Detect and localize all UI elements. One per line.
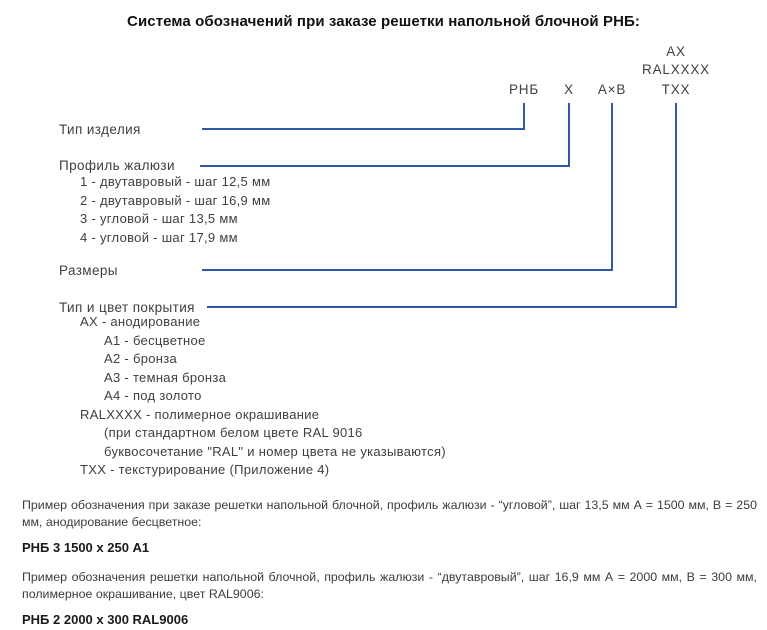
coating-detail: А3 - темная бронза: [104, 369, 227, 385]
page-title: Система обозначений при заказе решетки напольной блочной РНБ:: [127, 13, 640, 30]
louver-profile-options: [80, 173, 270, 248]
connector-horizontal-product-type: [202, 128, 525, 130]
example-2-description: Пример обозначения решетки напольной блочной, профиль жалюзи - “двутавровый”, шаг 16,9 мм А = 2000 мм, В = 300 мм, полимерное окрашивание, цвет RAL9006:: [22, 570, 757, 601]
louver-profile-option: 1 - двутавровый - шаг 12,5 мм: [80, 174, 271, 189]
connector-horizontal-dimensions: [202, 269, 613, 271]
coating-detail: АХ - анодирование: [80, 314, 201, 329]
connector-vertical-coating: [675, 103, 677, 308]
section-label-coating: Тип и цвет покрытия: [59, 300, 195, 315]
coating-option-ralxxxx: RALXXXX: [642, 62, 710, 77]
connector-horizontal-coating: [207, 306, 677, 308]
example-2-code: РНБ 2 2000 x 300 RAL9006: [22, 612, 189, 627]
code-part-rnb: РНБ: [508, 82, 540, 97]
section-label-louver-profile: Профиль жалюзи: [59, 158, 175, 173]
coating-detail: ТХХ - текстурирование (Приложение 4): [80, 462, 330, 477]
connector-horizontal-louver-profile: [200, 165, 570, 167]
code-part-txx: ТХХ: [661, 82, 691, 97]
louver-profile-option: 4 - угловой - шаг 17,9 мм: [80, 230, 238, 246]
coating-option-ax: АХ: [666, 44, 686, 59]
coating-detail: А1 - бесцветное: [104, 332, 206, 348]
coating-detail: А2 - бронза: [104, 351, 178, 366]
connector-vertical-dimensions: [611, 103, 613, 271]
code-part-axb: А×В: [597, 82, 627, 97]
louver-profile-option: 2 - двутавровый - шаг 16,9 мм: [80, 192, 271, 208]
coating-detail: RALXXXX - полимерное окрашивание: [80, 406, 320, 422]
louver-profile-option: 3 - угловой - шаг 13,5 мм: [80, 211, 238, 227]
section-label-dimensions: Размеры: [59, 263, 118, 278]
example-1-code: РНБ 3 1500 x 250 А1: [22, 540, 150, 555]
example-1-description: Пример обозначения при заказе решетки напольной блочной, профиль жалюзи - “угловой”, шаг 13,5 мм А = 1500 мм, В = 250 мм, анодирование бесцветное:: [22, 498, 757, 529]
coating-details-list: [59, 313, 446, 480]
section-label-product-type: Тип изделия: [59, 122, 141, 137]
coating-detail: буквосочетание "RAL" и номер цвета не указываются): [104, 443, 446, 459]
coating-detail: А4 - под золото: [104, 388, 202, 403]
code-part-x: Х: [564, 82, 574, 97]
connector-vertical-product-type: [523, 103, 525, 130]
connector-vertical-louver-profile: [568, 103, 570, 167]
coating-detail: (при стандартном белом цвете RAL 9016: [104, 425, 363, 440]
